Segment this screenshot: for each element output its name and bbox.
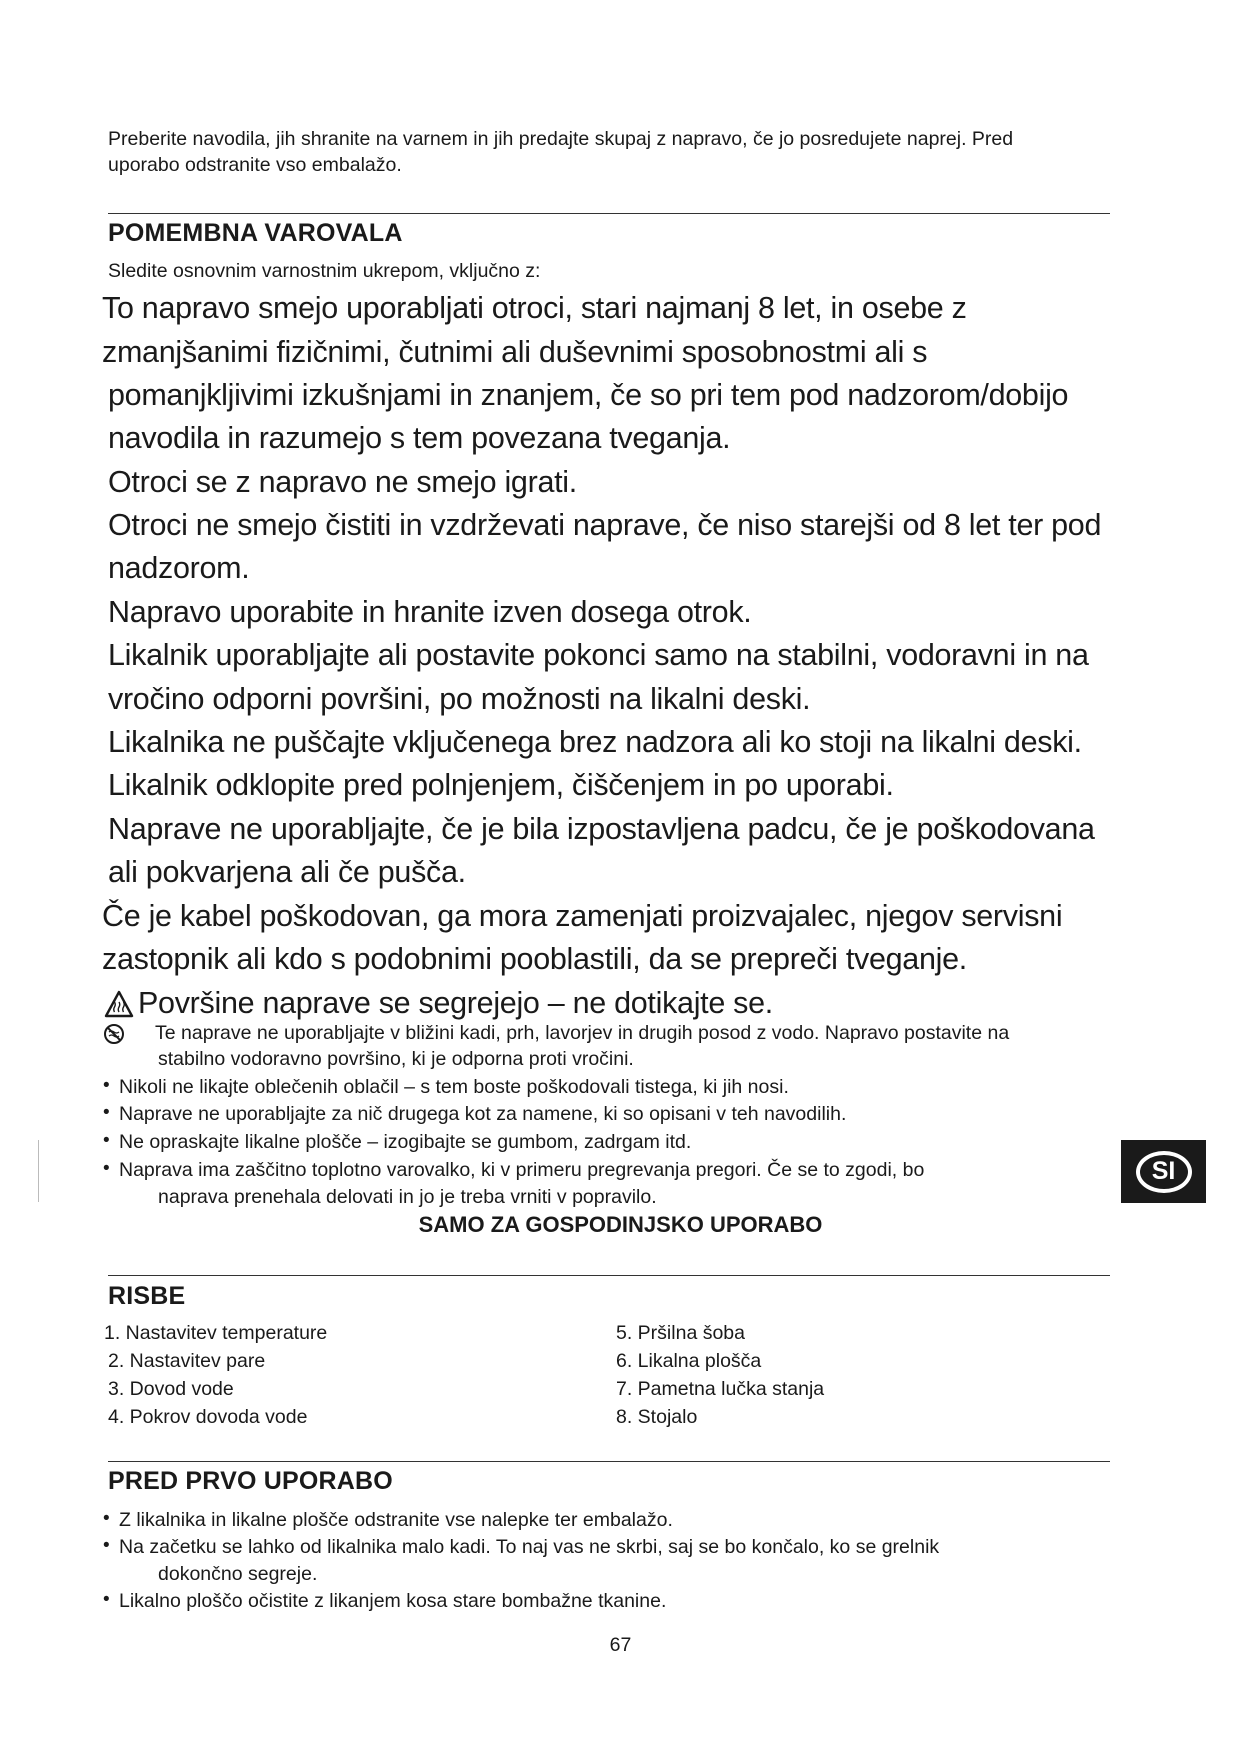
margin-mark [38,1140,39,1202]
water-warning-line-1: Te naprave ne uporabljajte v bližini kadi, prh, lavorjev in drugih posod z vodo. Napravo postavite na [155,1022,1010,1044]
safety-bullet-3: Ne opraskajte likalne plošče – izogibajte se gumbom, zadrgam itd. [119,1131,692,1153]
bullet-icon: • [103,1589,110,1610]
safety-line-10: vročino odporni površini, po možnosti na likalni deski. [108,682,811,716]
first-use-bullet-2-continuation: dokončno segreje. [158,1563,318,1585]
safety-line-16: zastopnik ali kdo s podobnimi pooblastili, da se prepreči tveganje. [102,942,967,976]
drawings-item-8: 8. Stojalo [616,1406,698,1428]
safety-bullet-4: Naprava ima zaščitno toplotno varovalko, ki v primeru pregrevanja pregori. Če se to zgodi, bo [119,1159,925,1181]
bullet-icon: • [103,1535,110,1556]
drawings-heading: RISBE [108,1282,186,1310]
safety-line-11: Likalnika ne puščajte vključenega brez nadzora ali ko stoji na likalni deski. [108,725,1082,759]
first-use-bullet-2: Na začetku se lahko od likalnika malo kadi. To naj vas ne skrbi, saj se bo končalo, ko se grelnik [119,1536,940,1558]
safety-line-15: Če je kabel poškodovan, ga mora zamenjati proizvajalec, njegov servisni [102,899,1063,933]
safety-line-12: Likalnik odklopite pred polnjenjem, čiščenjem in po uporabi. [108,768,894,802]
safety-line-9: Likalnik uporabljajte ali postavite pokonci samo na stabilni, vodoravni in na [108,638,1089,672]
intro-line-2: uporabo odstranite vso embalažo. [108,154,402,176]
drawings-item-4: 4. Pokrov dovoda vode [108,1406,308,1428]
household-only-notice: SAMO ZA GOSPODINJSKO UPORABO [418,1212,823,1237]
bullet-icon: • [103,1508,110,1529]
safety-line-8: Napravo uporabite in hranite izven dosega otrok. [108,595,752,629]
divider-drawings [108,1275,1110,1276]
safety-line-3: pomanjkljivimi izkušnjami in znanjem, če so pri tem pod nadzorom/dobijo [108,378,1069,412]
bullet-icon: • [103,1158,110,1179]
divider-first-use [108,1461,1110,1462]
safety-bullet-4-continuation: naprava prenehala delovati in jo je treba vrniti v popravilo. [158,1186,657,1208]
safety-bullet-1: Nikoli ne likajte oblečenih oblačil – s tem boste poškodovali tistega, ki jih nosi. [119,1076,789,1098]
drawings-item-7: 7. Pametna lučka stanja [616,1378,825,1400]
safety-line-7: nadzorom. [108,551,250,585]
first-use-bullet-1: Z likalnika in likalne plošče odstranite vse nalepke ter embalažo. [119,1509,673,1531]
drawings-item-2: 2. Nastavitev pare [108,1350,266,1372]
safety-line-2: zmanjšanimi fizičnimi, čutnimi ali duševnimi sposobnostmi ali s [102,335,928,369]
safety-line-4: navodila in razumejo s tem povezana tveganja. [108,421,731,455]
bullet-icon: • [103,1130,110,1151]
safety-bullet-2: Naprave ne uporabljajte za nič drugega kot za namene, ki so opisani v teh navodilih. [119,1103,847,1125]
safety-line-13: Naprave ne uporabljajte, če je bila izpostavljena padcu, če je poškodovana [108,812,1095,846]
first-use-heading: PRED PRVO UPORABO [108,1467,393,1495]
hot-surface-warning-icon [104,990,134,1018]
safety-line-6: Otroci ne smejo čistiti in vzdrževati naprave, če niso starejši od 8 let ter pod [108,508,1102,542]
drawings-item-5: 5. Pršilna šoba [616,1322,745,1344]
safety-line-5: Otroci se z napravo ne smejo igrati. [108,465,577,499]
drawings-item-1: 1. Nastavitev temperature [104,1322,328,1344]
drawings-item-3: 3. Dovod vode [108,1378,234,1400]
page-number: 67 [609,1634,632,1656]
safety-line-14: ali pokvarjena ali če pušča. [108,855,466,889]
drawings-item-6: 6. Likalna plošča [616,1350,762,1372]
no-water-icon [103,1023,125,1045]
intro-line-1: Preberite navodila, jih shranite na varnem in jih predajte skupaj z napravo, če jo posredujete naprej. Pred [108,128,1014,150]
first-use-bullet-3: Likalno ploščo očistite z likanjem kosa stare bombažne tkanine. [119,1590,667,1612]
safety-line-17: Površine naprave se segrejejo – ne dotikajte se. [138,986,773,1020]
language-badge [1121,1140,1206,1203]
bullet-icon: • [103,1075,110,1096]
safety-subheading: Sledite osnovnim varnostnim ukrepom, vključno z: [108,260,541,282]
safety-line-1: To napravo smejo uporabljati otroci, stari najmanj 8 let, in osebe z [102,291,967,325]
safety-heading: POMEMBNA VAROVALA [108,219,403,247]
language-badge-label: SI [1136,1151,1192,1193]
water-warning-line-2: stabilno vodoravno površino, ki je odporna proti vročini. [158,1048,634,1070]
divider-safety [108,213,1110,214]
bullet-icon: • [103,1102,110,1123]
